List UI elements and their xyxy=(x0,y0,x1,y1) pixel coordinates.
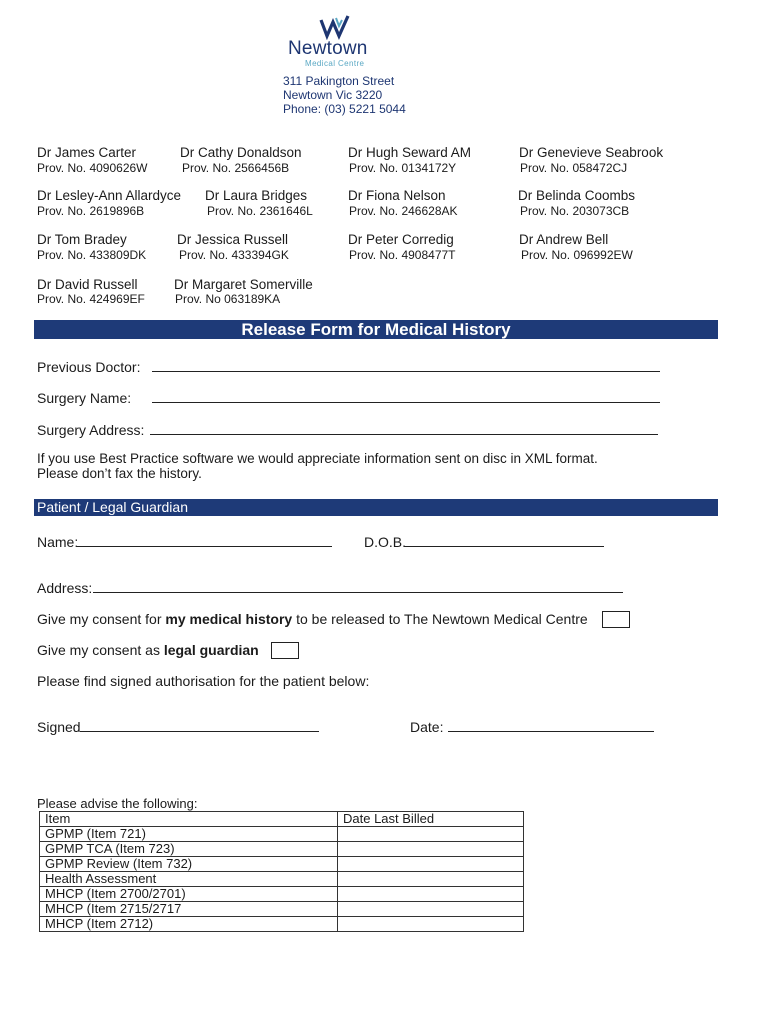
doctor-provider-number: Prov. No. 246628AK xyxy=(349,204,458,218)
doctor-provider-number: Prov. No. 4908477T xyxy=(349,248,456,262)
table-row xyxy=(40,887,524,902)
item-cell: GPMP (Item 721) xyxy=(40,827,338,842)
doctor-name: Dr Genevieve Seabrook xyxy=(519,145,664,160)
patient-section-header: Patient / Legal Guardian xyxy=(34,499,718,516)
logo-subtitle: Medical Centre xyxy=(305,59,365,68)
doctor-provider-number: Prov. No. 4090626W xyxy=(37,161,148,175)
doctor-provider-number: Prov. No. 2619896B xyxy=(37,204,145,218)
item-cell: Health Assessment xyxy=(40,872,338,887)
consent-guardian-label xyxy=(37,642,259,658)
address-field[interactable] xyxy=(93,592,623,593)
doctor-name: Dr David Russell xyxy=(37,277,138,292)
date-last-billed-cell[interactable] xyxy=(338,827,524,842)
advise-heading: Please advise the following: xyxy=(37,796,198,811)
legal-guardian-checkbox[interactable] xyxy=(271,642,299,659)
table-row xyxy=(40,857,524,872)
date-last-billed-cell[interactable] xyxy=(338,872,524,887)
address-line-2: Newtown Vic 3220 xyxy=(283,88,383,102)
surgery-address-field[interactable] xyxy=(150,434,658,435)
date-last-billed-cell[interactable] xyxy=(338,857,524,872)
date-last-billed-cell[interactable] xyxy=(338,887,524,902)
previous-doctor-field[interactable] xyxy=(152,371,660,372)
signature-field[interactable] xyxy=(80,731,319,732)
doctor-name: Dr Jessica Russell xyxy=(177,232,289,247)
consent-guardian-text-pre: Give my consent as xyxy=(37,642,164,658)
date-last-billed-cell[interactable] xyxy=(338,902,524,917)
phone-number: Phone: (03) 5221 5044 xyxy=(283,102,406,116)
table-row xyxy=(40,917,524,932)
item-cell: GPMP Review (Item 732) xyxy=(40,857,338,872)
address-line-1: 311 Pakington Street xyxy=(283,74,395,88)
authorisation-note: Please find signed authorisation for the patient below: xyxy=(37,673,370,689)
previous-doctor-label: Previous Doctor: xyxy=(37,359,141,375)
doctor-provider-number: Prov. No. 203073CB xyxy=(520,204,630,218)
doctor-name: Dr Andrew Bell xyxy=(519,232,609,247)
software-note-line-2: Please don’t fax the history. xyxy=(37,466,202,481)
consent-history-label xyxy=(37,611,588,627)
name-field[interactable] xyxy=(77,546,332,547)
item-cell: MHCP (Item 2700/2701) xyxy=(40,887,338,902)
software-note xyxy=(37,451,598,481)
consent-guardian-text-bold: legal guardian xyxy=(163,642,259,658)
consent-history-text-bold: my medical history xyxy=(165,611,293,627)
date-last-billed-cell[interactable] xyxy=(338,842,524,857)
table-row xyxy=(40,902,524,917)
surgery-name-label: Surgery Name: xyxy=(37,390,132,406)
doctor-provider-number: Prov. No. 0134172Y xyxy=(349,161,457,175)
surgery-address-label: Surgery Address: xyxy=(37,422,145,438)
column-header-date-last-billed: Date Last Billed xyxy=(338,812,524,827)
newtown-logo-icon xyxy=(318,14,352,40)
doctor-name: Dr Cathy Donaldson xyxy=(180,145,302,160)
software-note-line-1: If you use Best Practice software we would appreciate information sent on disc in XML format. xyxy=(37,451,598,466)
item-cell: MHCP (Item 2712) xyxy=(40,917,338,932)
doctor-provider-number: Prov. No. 433394GK xyxy=(179,248,289,262)
doctor-name: Dr Belinda Coombs xyxy=(518,188,636,203)
table-header-row xyxy=(40,812,524,827)
consent-history-text-pre: Give my consent for xyxy=(37,611,166,627)
date-label: Date: xyxy=(410,719,444,735)
table-row xyxy=(40,827,524,842)
name-label: Name: xyxy=(37,534,79,550)
table-row xyxy=(40,842,524,857)
consent-history-checkbox[interactable] xyxy=(602,611,630,628)
doctor-name: Dr Laura Bridges xyxy=(205,188,308,203)
doctor-name: Dr Lesley-Ann Allardyce xyxy=(37,188,182,203)
doctor-name: Dr Tom Bradey xyxy=(37,232,127,247)
dob-label: D.O.B. xyxy=(364,534,407,550)
doctor-provider-number: Prov. No. 096992EW xyxy=(521,248,633,262)
form-title: Release Form for Medical History xyxy=(34,320,718,339)
column-header-item: Item xyxy=(40,812,338,827)
date-field[interactable] xyxy=(448,731,654,732)
logo-name: Newtown xyxy=(288,38,368,59)
surgery-name-field[interactable] xyxy=(152,402,660,403)
billing-items-table xyxy=(39,811,524,932)
item-cell: MHCP (Item 2715/2717 xyxy=(40,902,338,917)
address-label: Address: xyxy=(37,580,93,596)
dob-field[interactable] xyxy=(404,546,604,547)
doctor-provider-number: Prov. No. 424969EF xyxy=(37,292,145,306)
doctor-provider-number: Prov. No. 2566456B xyxy=(182,161,290,175)
item-cell: GPMP TCA (Item 723) xyxy=(40,842,338,857)
doctor-name: Dr Peter Corredig xyxy=(348,232,454,247)
doctor-provider-number: Prov. No. 433809DK xyxy=(37,248,147,262)
doctor-name: Dr Fiona Nelson xyxy=(348,188,446,203)
date-last-billed-cell[interactable] xyxy=(338,917,524,932)
consent-history-text-post: to be released to The Newtown Medical Centre xyxy=(292,611,588,627)
doctor-provider-number: Prov. No. 2361646L xyxy=(207,204,313,218)
doctor-name: Dr Hugh Seward AM xyxy=(348,145,472,160)
signed-label: Signed xyxy=(37,719,81,735)
doctor-provider-number: Prov. No. 058472CJ xyxy=(520,161,628,175)
doctor-name: Dr James Carter xyxy=(37,145,137,160)
doctor-provider-number: Prov. No 063189KA xyxy=(175,292,281,306)
table-row xyxy=(40,872,524,887)
doctor-name: Dr Margaret Somerville xyxy=(174,277,313,292)
